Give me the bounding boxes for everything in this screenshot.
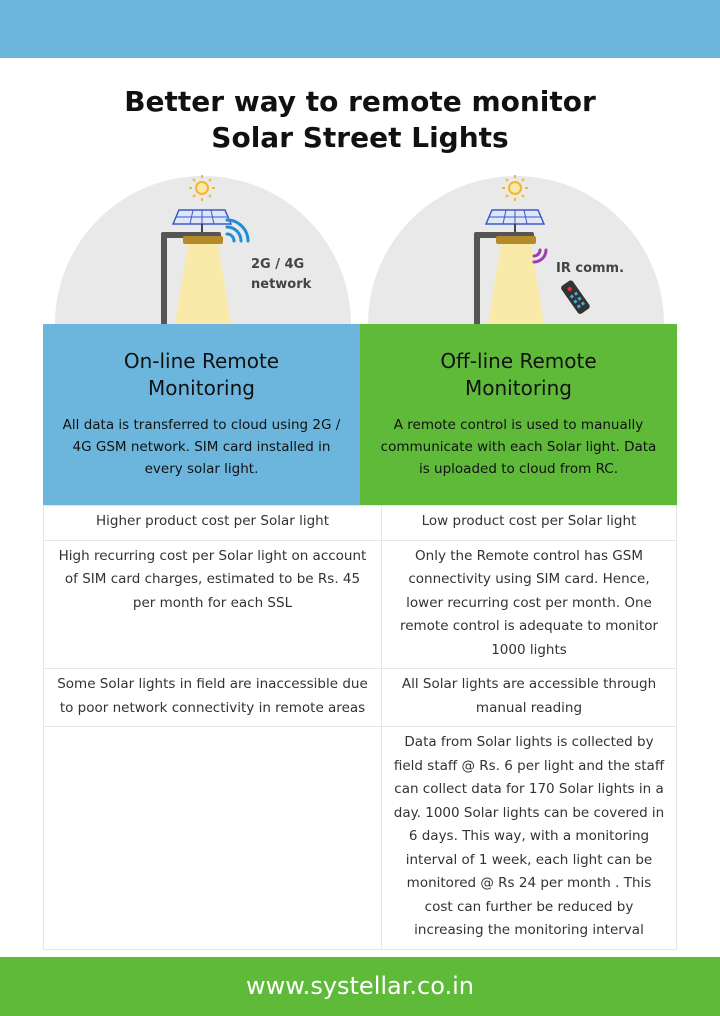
network-label-line-2: network <box>251 277 312 292</box>
title-line-1: Better way to remote monitor <box>124 85 596 118</box>
network-label-line-1: 2G / 4G <box>251 257 305 272</box>
online-monitoring-description: All data is transferred to cloud using 2G / 4G GSM network. SIM card installed in every solar light. <box>62 417 341 477</box>
top-banner <box>0 0 720 58</box>
offline-cell: All Solar lights are accessible through manual reading <box>382 669 677 727</box>
table-row <box>44 669 677 727</box>
comparison-table <box>43 505 677 950</box>
table-row <box>44 540 677 669</box>
offline-cell: Only the Remote control has GSM connectivity using SIM card. Hence, lower recurring cost per month. One remote control is adequate to monitor 1000 lights <box>382 540 677 669</box>
online-cell: High recurring cost per Solar light on account of SIM card charges, estimated to be Rs. 45 per month for each SSL <box>44 540 382 669</box>
offline-cell: Low product cost per Solar light <box>382 506 677 541</box>
online-cell: Higher product cost per Solar light <box>44 506 382 541</box>
table-row <box>44 506 677 541</box>
offline-cell: Data from Solar lights is collected by field staff @ Rs. 6 per light and the staff can collect data for 170 Solar lights in a day. 1000 Solar lights can be covered in 6 days. This way, with a monitoring interval of 1 week, each light can be monitored @ Rs 24 per month . This cost can further be reduced by increasing the monitoring interval <box>382 727 677 950</box>
offline-heading-line-1: Off-line Remote <box>440 349 597 373</box>
offline-monitoring-panel <box>360 324 677 505</box>
footer-url[interactable]: www.systellar.co.in <box>0 957 720 1016</box>
offline-heading-line-2: Monitoring <box>465 376 572 400</box>
title-line-2: Solar Street Lights <box>211 121 509 154</box>
ir-label: IR comm. <box>556 261 625 276</box>
online-monitoring-panel <box>43 324 360 505</box>
online-cell <box>44 727 382 950</box>
online-monitoring-heading <box>61 348 342 402</box>
online-cell: Some Solar lights in field are inaccessible due to poor network connectivity in remote areas <box>44 669 382 727</box>
offline-street-light-illustration <box>368 172 664 324</box>
online-heading-line-1: On-line Remote <box>123 349 280 373</box>
online-street-light-illustration <box>55 172 351 324</box>
offline-monitoring-description: A remote control is used to manually communicate with each Solar light. Data is uploaded to cloud from RC. <box>380 417 657 477</box>
online-heading-line-2: Monitoring <box>148 376 255 400</box>
offline-monitoring-heading <box>378 348 659 402</box>
page-title <box>0 84 720 156</box>
table-row <box>44 727 677 950</box>
